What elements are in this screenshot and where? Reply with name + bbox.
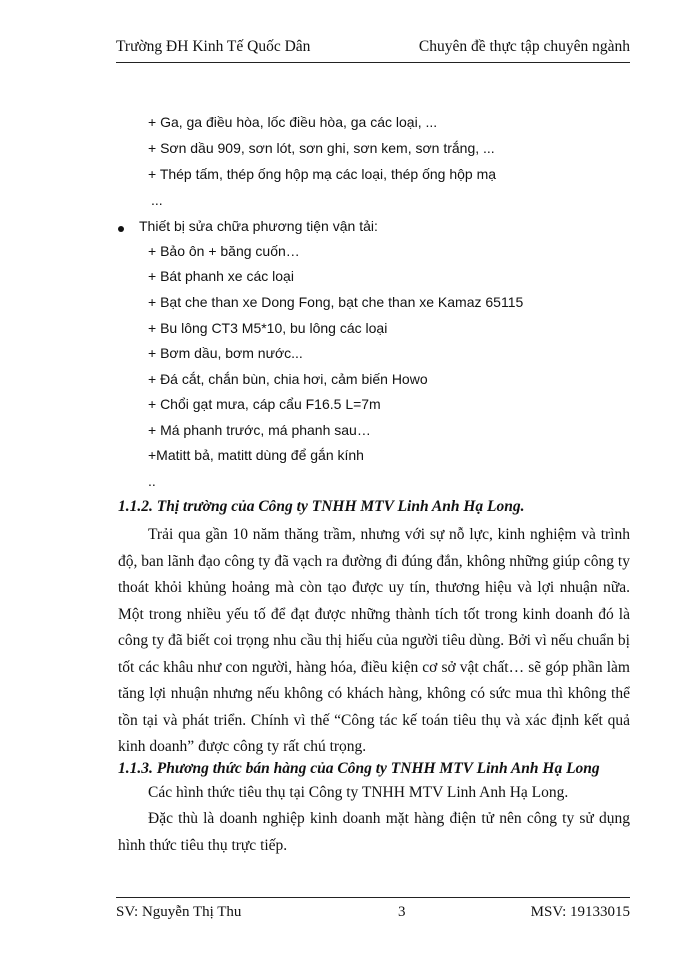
list-item: +Matitt bả, matitt dùng để gắn kính (148, 447, 364, 463)
list-item: + Bu lông CT3 M5*10, bu lông các loại (148, 320, 388, 336)
list-item: + Thép tấm, thép ống hộp mạ các loại, thép ống hộp mạ (148, 166, 497, 182)
list-item: + Đá cắt, chắn bùn, chia hơi, cảm biến Howo (148, 371, 428, 387)
footer-student-id: MSV: 19133015 (530, 904, 630, 920)
footer-student-name: SV: Nguyễn Thị Thu (116, 904, 242, 920)
section-113-intro: Các hình thức tiêu thụ tại Công ty TNHH MTV Linh Anh Hạ Long. (148, 784, 569, 801)
section-heading-112: 1.1.2. Thị trường của Công ty TNHH MTV Linh Anh Hạ Long. (118, 498, 525, 515)
list-item: + Ga, ga điều hòa, lốc điều hòa, ga các loại, ... (148, 114, 438, 130)
bullet-heading: Thiết bị sửa chữa phương tiện vận tải: (139, 218, 378, 234)
section-113-paragraph: Đặc thù là doanh nghiệp kinh doanh mặt hàng điện tử nên công ty sử dụng hình thức tiêu thụ trực tiếp. (118, 810, 630, 854)
list-item: + Má phanh trước, má phanh sau… (148, 422, 371, 438)
list-item: + Bạt che than xe Dong Fong, bạt che than xe Kamaz 65115 (148, 294, 524, 310)
header-university: Trường ĐH Kinh Tế Quốc Dân (116, 38, 311, 55)
list-item: + Chổi gạt mưa, cáp cẩu F16.5 L=7m (148, 396, 381, 412)
section-heading-113: 1.1.3. Phương thức bán hàng của Công ty TNHH MTV Linh Anh Hạ Long (118, 760, 600, 777)
section-112-paragraph: Trải qua gần 10 năm thăng trầm, nhưng với sự nỗ lực, kinh nghiệm và trình độ, ban lãnh đạo công ty đã vạch ra đường đi đúng đắn, không những giúp công ty thoát khỏi khủng hoảng mà còn tạo được uy tín, thương hiệu và lợi nhuận nữa. Một trong nhiều yếu tố để đạt được những thành tích tốt trong kinh doanh đó là công ty đã biết coi trọng nhu cầu thị hiếu của người tiêu dùng. Bởi vì nếu chuẩn bị tốt các khâu như con người, hàng hóa, điều kiện cơ sở vật chất… sẽ góp phần làm tăng lợi nhuận nhưng nếu không có khách hàng, không có sức mua thì không thể tồn tại và phát triển. Chính vì thế “Công tác kế toán tiêu thụ và xác định kết quả kinh doanh” được công ty rất chú trọng. (118, 526, 630, 755)
list-item: + Bát phanh xe các loại (148, 268, 294, 284)
page-header (116, 38, 630, 63)
list-item: + Bơm dầu, bơm nước... (148, 345, 303, 361)
bullet-icon (118, 226, 124, 232)
list-item: + Bảo ôn + băng cuốn… (148, 243, 300, 259)
list-item: .. (148, 473, 156, 489)
page-number: 3 (398, 904, 406, 920)
list-item: + Sơn dầu 909, sơn lót, sơn ghi, sơn kem, sơn trắng, ... (148, 140, 495, 156)
list-item: ... (151, 192, 163, 208)
page-footer (116, 897, 630, 920)
header-report-title: Chuyên đề thực tập chuyên ngành (418, 38, 630, 55)
